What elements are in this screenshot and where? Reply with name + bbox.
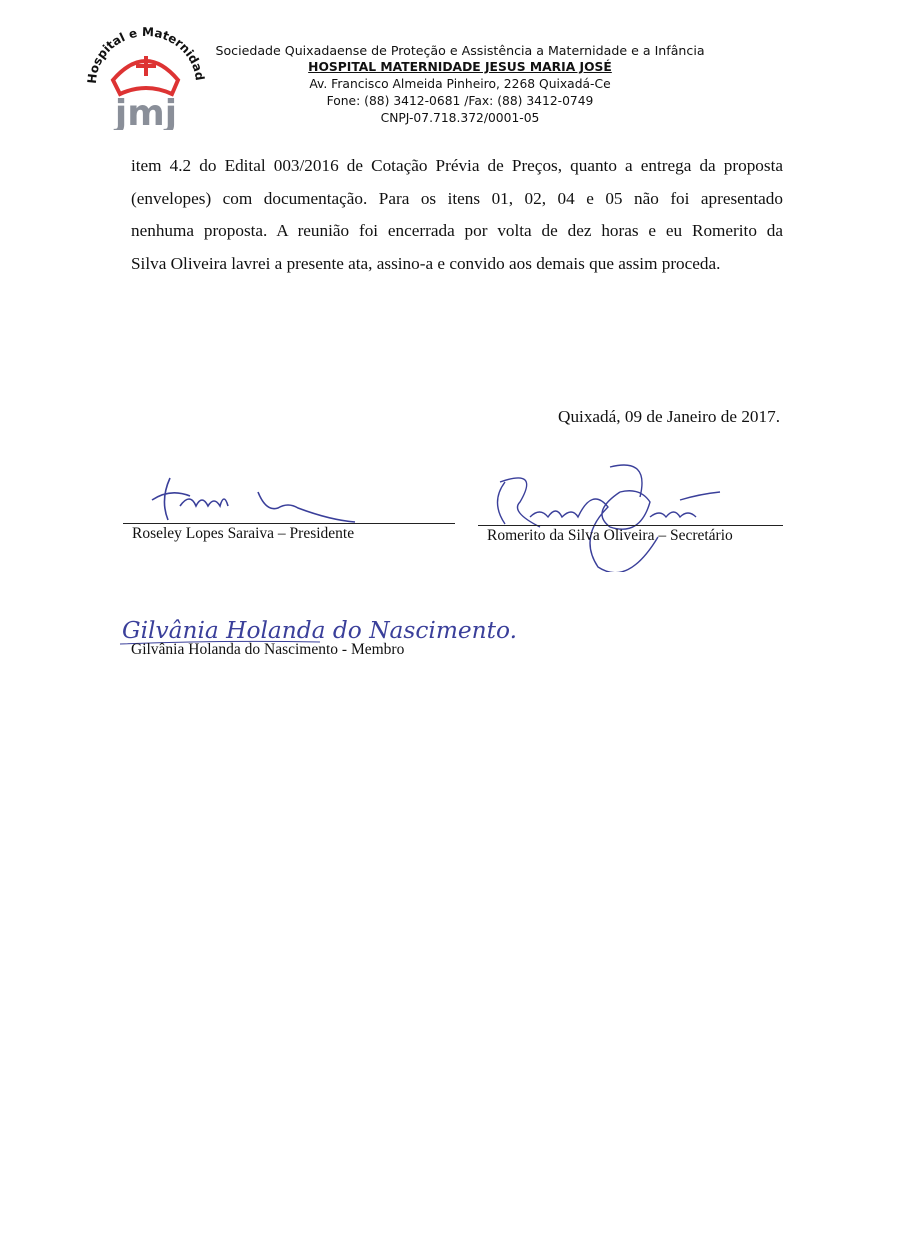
text-line: Silva Oliveira lavrei a presente ata, assino-a e convido aos demais que assim proceda. xyxy=(131,253,721,273)
text-line: (envelopes) com documentação. Para os itens 01, 02, 04 e 05 não foi apresentado xyxy=(131,188,783,208)
hospital-name: HOSPITAL MATERNIDADE JESUS MARIA JOSÉ xyxy=(308,60,612,74)
signature-secretary xyxy=(480,462,730,572)
phone: Fone: (88) 3412-0681 /Fax: (88) 3412-0749 xyxy=(326,94,594,108)
date-place: Quixadá, 09 de Janeiro de 2017. xyxy=(558,407,780,426)
svg-text:Gilvânia Holanda do Nascimento: Gilvânia Holanda do Nascimento. xyxy=(122,618,517,644)
address: Av. Francisco Almeida Pinheiro, 2268 Quixadá-Ce xyxy=(309,77,611,91)
signature-label-secretary: Romerito da Silva Oliveira – Secretário xyxy=(487,527,733,544)
text-line: item 4.2 do Edital 003/2016 de Cotação Prévia de Preços, quanto a entrega da proposta xyxy=(131,156,783,175)
society-name: Sociedade Quixadaense de Proteção e Assistência a Maternidade e a Infância xyxy=(215,43,705,58)
signature-label-member: Gilvânia Holanda do Nascimento - Membro xyxy=(131,641,405,658)
signature-president xyxy=(130,470,370,530)
svg-text:Hospital e Maternidade: Hospital e Maternidad xyxy=(84,24,207,85)
svg-text:jmj: jmj xyxy=(114,93,178,130)
cnpj: CNPJ-07.718.372/0001-05 xyxy=(380,111,540,125)
letterhead xyxy=(210,42,710,127)
text-line: nenhuma proposta. A reunião foi encerrada por volta de dez horas e eu Romerito da xyxy=(131,221,783,240)
signature-line xyxy=(478,525,783,526)
signature-label-president: Roseley Lopes Saraiva – Presidente xyxy=(132,525,355,542)
minutes-text xyxy=(131,153,783,283)
hospital-logo xyxy=(78,22,208,130)
signature-line xyxy=(123,523,455,524)
